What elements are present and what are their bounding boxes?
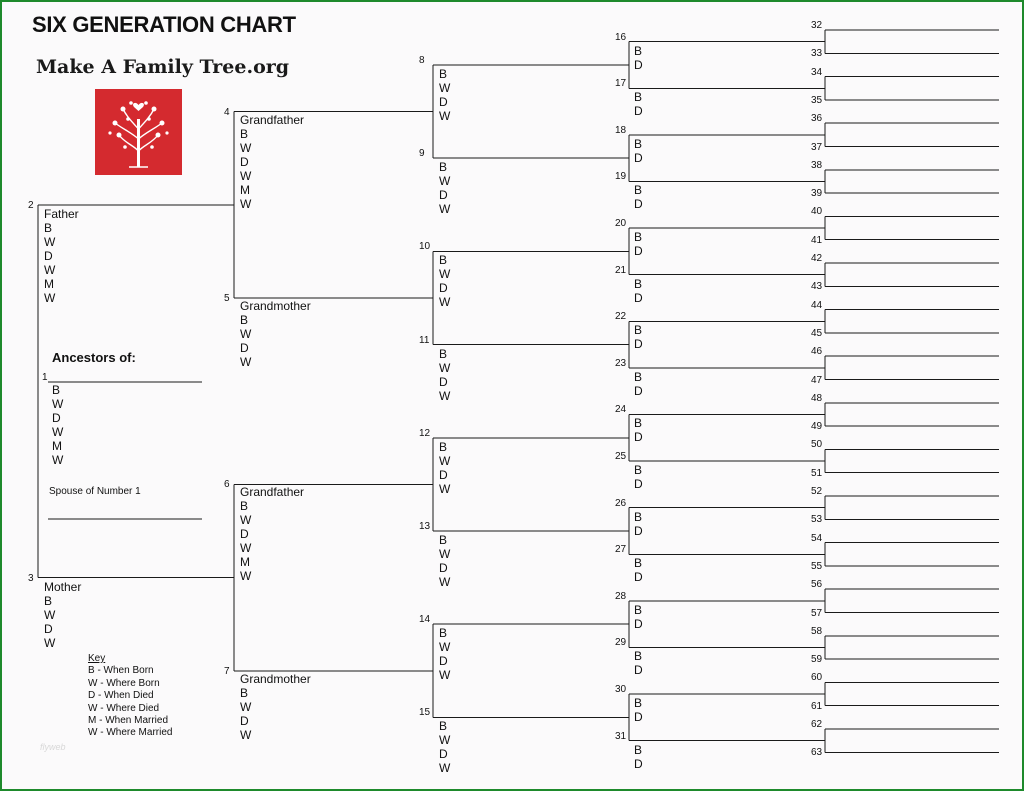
- person-number: 48: [811, 392, 823, 404]
- field-label: D: [634, 244, 643, 259]
- person-number: 43: [811, 281, 823, 293]
- person-number: 6: [224, 479, 230, 491]
- field-label: B: [634, 183, 643, 198]
- key-item: W - Where Died: [88, 702, 160, 714]
- person-number: 52: [811, 486, 823, 497]
- person-number: 60: [811, 672, 823, 684]
- field-label: D: [634, 337, 643, 352]
- field-label: D: [44, 621, 53, 636]
- field-label: D: [634, 477, 643, 492]
- field-label: D: [439, 467, 448, 482]
- field-label: B: [634, 742, 643, 757]
- person-number: 44: [811, 299, 823, 311]
- person-number: 41: [811, 234, 823, 246]
- person-number: 47: [811, 374, 823, 386]
- person-number: 11: [419, 334, 430, 346]
- person-number: 46: [811, 346, 823, 358]
- field-label: D: [634, 290, 643, 305]
- person-number: 40: [811, 206, 823, 218]
- person-number: 14: [419, 614, 431, 626]
- field-label: B: [44, 593, 53, 608]
- person-number: 42: [811, 253, 823, 264]
- person-number: 39: [811, 188, 823, 200]
- person-title: Grandmother: [240, 671, 311, 686]
- person-title: Mother: [44, 579, 82, 594]
- person-number: 4: [224, 106, 230, 118]
- field-label: B: [439, 346, 448, 361]
- field-label: D: [634, 523, 643, 538]
- field-label: D: [439, 188, 448, 203]
- tree-heart-icon: [95, 89, 182, 175]
- person-number: 61: [811, 700, 823, 712]
- field-label: W: [439, 761, 451, 776]
- person-number: 55: [811, 560, 823, 572]
- field-label: M: [44, 276, 54, 291]
- field-label: W: [240, 196, 252, 211]
- field-label: D: [439, 94, 448, 109]
- person-title: Grandfather: [240, 112, 305, 127]
- field-label: W: [240, 168, 252, 183]
- field-label: B: [634, 416, 643, 431]
- key-item: D - When Died: [88, 690, 154, 702]
- field-label: W: [439, 733, 451, 748]
- field-label: W: [439, 202, 451, 217]
- field-label: W: [44, 635, 56, 650]
- person-number: 49: [811, 421, 823, 433]
- field-label: D: [439, 560, 448, 575]
- field-label: W: [439, 668, 451, 683]
- field-label: D: [634, 57, 643, 72]
- person-number: 53: [811, 514, 823, 526]
- person-number: 38: [811, 159, 823, 171]
- field-label: B: [634, 696, 643, 711]
- field-label: W: [44, 607, 56, 622]
- person-number: 27: [615, 544, 627, 556]
- person-number: 21: [615, 264, 627, 276]
- person-number: 7: [224, 665, 230, 677]
- field-label: D: [240, 527, 249, 542]
- field-label: W: [240, 140, 252, 155]
- field-label: W: [240, 354, 252, 369]
- key-item: W - Where Married: [88, 727, 173, 739]
- person-number: 56: [811, 579, 823, 591]
- person-number: 25: [615, 451, 627, 463]
- watermark: flyweb: [40, 742, 66, 752]
- person-number: 54: [811, 532, 823, 544]
- key-legend: [88, 653, 172, 740]
- person-number: 9: [419, 148, 425, 160]
- page-title: SIX GENERATION CHART: [32, 12, 296, 37]
- person-number: 26: [615, 497, 627, 509]
- person-number: 19: [615, 171, 627, 183]
- field-label: D: [634, 663, 643, 678]
- person-number: 24: [615, 404, 627, 416]
- field-label: W: [439, 267, 451, 282]
- field-label: D: [439, 374, 448, 389]
- person-number: 13: [419, 520, 431, 532]
- person-number: 22: [615, 311, 627, 323]
- field-label: B: [439, 253, 448, 268]
- field-label: D: [634, 430, 643, 445]
- person-number: 57: [811, 607, 823, 619]
- field-label: B: [634, 556, 643, 571]
- person-number: 34: [811, 66, 823, 78]
- person-number: 23: [615, 357, 627, 369]
- person-number: 2: [28, 199, 34, 211]
- person-title: Grandfather: [240, 485, 305, 500]
- person-number: 32: [811, 20, 823, 31]
- field-label: W: [439, 546, 451, 561]
- field-label: W: [439, 108, 451, 123]
- field-label: D: [634, 383, 643, 398]
- key-title: Key: [88, 653, 106, 664]
- person-number: 31: [615, 730, 627, 742]
- field-label: D: [439, 281, 448, 296]
- person-number: 51: [811, 467, 823, 479]
- person-number: 50: [811, 439, 823, 451]
- field-label: D: [634, 150, 643, 165]
- field-label: B: [634, 602, 643, 617]
- field-label: B: [240, 685, 249, 700]
- field-label: D: [634, 710, 643, 725]
- person-number: 29: [615, 637, 627, 649]
- field-label: W: [439, 481, 451, 496]
- site-name: Make A Family Tree.org: [36, 56, 290, 78]
- field-label: W: [439, 80, 451, 95]
- field-label: M: [240, 182, 250, 197]
- field-label: W: [44, 262, 56, 277]
- person-number: 30: [615, 684, 627, 696]
- field-label: B: [439, 439, 448, 454]
- person-number: 28: [615, 590, 627, 602]
- field-label: W: [439, 640, 451, 655]
- person-number: 5: [224, 292, 230, 304]
- field-label: D: [439, 747, 448, 762]
- person-number: 10: [419, 241, 431, 253]
- person-number: 3: [28, 572, 34, 584]
- person-number: 17: [615, 78, 627, 90]
- field-label: W: [44, 234, 56, 249]
- person-number: 37: [811, 141, 823, 153]
- person-number: 58: [811, 625, 823, 637]
- field-label: W: [439, 388, 451, 403]
- person-number: 16: [615, 31, 627, 43]
- field-label: D: [52, 411, 61, 425]
- field-label: B: [44, 220, 53, 235]
- field-label: B: [634, 43, 643, 58]
- field-label: W: [439, 574, 451, 589]
- field-label: B: [439, 719, 448, 734]
- field-label: D: [439, 654, 448, 669]
- field-label: B: [240, 312, 249, 327]
- field-label: M: [52, 439, 62, 453]
- field-label: B: [634, 136, 643, 151]
- field-label: B: [240, 499, 249, 514]
- field-label: D: [634, 197, 643, 212]
- field-label: W: [439, 295, 451, 310]
- field-label: B: [634, 230, 643, 245]
- field-label: B: [634, 509, 643, 524]
- field-label: W: [240, 326, 252, 341]
- field-label: W: [240, 569, 252, 584]
- person-number: 8: [419, 54, 425, 66]
- field-label: D: [240, 713, 249, 728]
- person-title: Grandmother: [240, 298, 311, 313]
- spouse-label: Spouse of Number 1: [49, 486, 141, 497]
- person-number: 36: [811, 113, 823, 125]
- field-label: D: [240, 154, 249, 169]
- field-label: W: [439, 174, 451, 189]
- field-label: D: [634, 104, 643, 119]
- person-number: 35: [811, 94, 823, 106]
- person-number: 20: [615, 218, 627, 230]
- ancestors-label: Ancestors of:: [52, 350, 136, 365]
- field-label: W: [52, 453, 64, 467]
- field-label: D: [634, 756, 643, 771]
- field-label: B: [634, 369, 643, 384]
- field-label: W: [240, 727, 252, 742]
- field-label: B: [439, 626, 448, 641]
- field-label: W: [240, 699, 252, 714]
- person-title: Father: [44, 206, 79, 221]
- field-label: M: [240, 555, 250, 570]
- field-label: W: [240, 513, 252, 528]
- field-label: D: [44, 248, 53, 263]
- field-label: W: [439, 360, 451, 375]
- person-number: 33: [811, 48, 823, 60]
- person-number: 63: [811, 747, 823, 759]
- field-label: B: [439, 160, 448, 175]
- field-label: B: [634, 463, 643, 478]
- field-label: W: [240, 541, 252, 556]
- field-label: W: [52, 397, 64, 411]
- field-label: W: [439, 453, 451, 468]
- field-label: D: [240, 340, 249, 355]
- field-label: B: [439, 66, 448, 81]
- field-label: B: [439, 532, 448, 547]
- person-number: 45: [811, 327, 823, 339]
- field-label: B: [634, 90, 643, 105]
- field-label: B: [634, 323, 643, 338]
- person-number: 15: [419, 707, 431, 719]
- key-item: M - When Married: [88, 715, 169, 727]
- key-item: B - When Born: [88, 665, 154, 677]
- field-label: B: [634, 276, 643, 291]
- field-label: B: [240, 126, 249, 141]
- key-item: W - Where Born: [88, 677, 160, 689]
- field-label: W: [52, 425, 64, 439]
- field-label: D: [634, 616, 643, 631]
- person-number: 1: [42, 372, 48, 383]
- field-label: B: [52, 383, 61, 397]
- field-label: B: [634, 649, 643, 664]
- field-label: W: [44, 290, 56, 305]
- person-number: 59: [811, 654, 823, 666]
- person-number: 12: [419, 427, 431, 439]
- field-label: D: [634, 570, 643, 585]
- person-number: 18: [615, 124, 627, 136]
- person-number: 62: [811, 719, 823, 730]
